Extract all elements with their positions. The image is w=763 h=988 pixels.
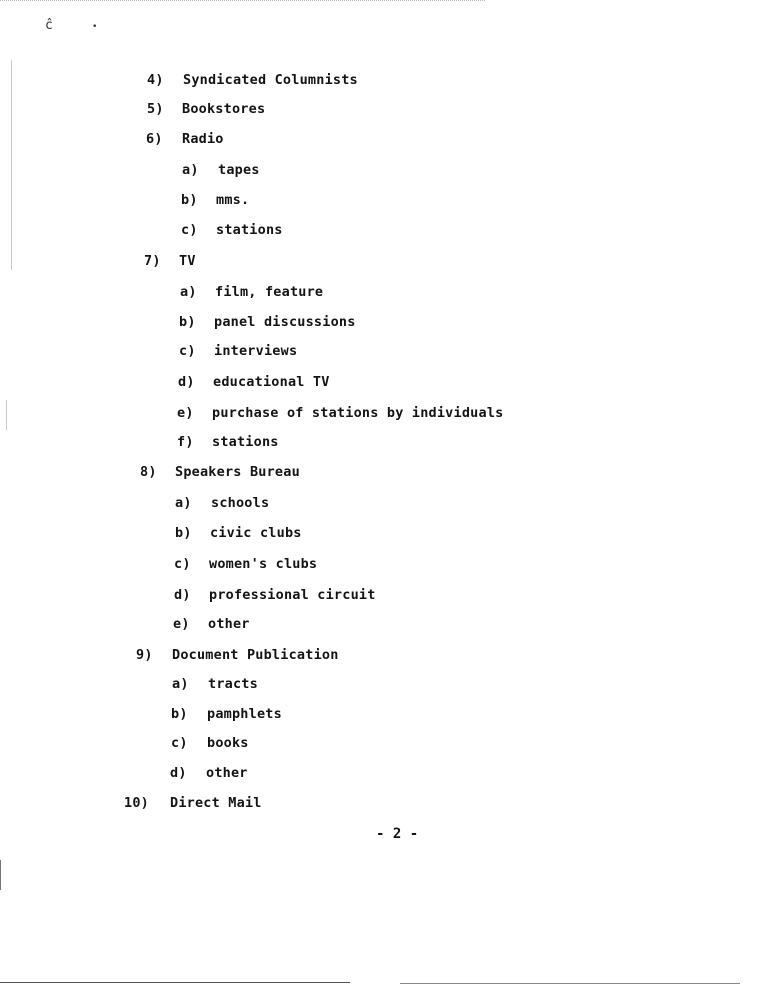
item-text: tracts [208, 676, 258, 692]
outline-subitem [171, 735, 249, 751]
item-text: professional circuit [209, 587, 376, 603]
outline-subitem [179, 314, 356, 330]
left-margin-artifact [0, 860, 1, 890]
item-text: civic clubs [210, 525, 302, 541]
item-text: Speakers Bureau [175, 464, 300, 480]
item-text: Bookstores [182, 101, 266, 117]
item-text: pamphlets [207, 706, 282, 722]
outline-subitem [179, 343, 298, 359]
left-margin-artifact [6, 400, 7, 430]
item-text: tapes [218, 162, 260, 178]
corner-dot: • [92, 22, 98, 32]
outline-subitem [177, 434, 279, 450]
item-letter: a) [180, 284, 197, 300]
outline-item [136, 647, 339, 663]
outline-subitem [175, 525, 302, 541]
bottom-rule [400, 983, 740, 984]
corner-mark: ĉ [45, 18, 53, 33]
item-letter: a) [172, 676, 189, 692]
item-text: other [208, 616, 250, 632]
item-text: TV [179, 253, 196, 269]
item-number: 5) [147, 101, 164, 117]
outline-item [146, 131, 224, 147]
outline-item [147, 72, 358, 88]
item-letter: b) [181, 192, 198, 208]
outline-subitem [172, 676, 258, 692]
outline-subitem [170, 765, 248, 781]
item-text: stations [212, 434, 279, 450]
outline-item [147, 101, 266, 117]
item-letter: c) [181, 222, 198, 238]
item-letter: c) [174, 556, 191, 572]
item-number: 7) [144, 253, 161, 269]
outline-subitem [173, 616, 250, 632]
item-text: women's clubs [209, 556, 318, 572]
outline-subitem [181, 192, 250, 208]
item-letter: c) [179, 343, 196, 359]
left-margin-artifact [11, 60, 12, 270]
outline-subitem [175, 495, 270, 511]
item-number: 9) [136, 647, 153, 663]
item-number: 6) [146, 131, 163, 147]
item-letter: b) [179, 314, 196, 330]
outline-subitem [174, 587, 376, 603]
item-number: 4) [147, 72, 164, 88]
item-letter: c) [171, 735, 188, 751]
item-text: Syndicated Columnists [183, 72, 358, 88]
item-letter: d) [170, 765, 187, 781]
item-letter: b) [171, 706, 188, 722]
outline-subitem [178, 374, 330, 390]
item-letter: a) [182, 162, 199, 178]
item-text: Direct Mail [170, 795, 262, 811]
outline-subitem [171, 706, 282, 722]
top-dotted-rule [0, 0, 485, 1]
item-text: educational TV [213, 374, 330, 390]
item-text: stations [216, 222, 283, 238]
bottom-rule [0, 982, 350, 983]
outline-item [140, 464, 300, 480]
item-text: purchase of stations by individuals [212, 405, 504, 421]
item-number: 8) [140, 464, 157, 480]
item-letter: b) [175, 525, 192, 541]
item-number: 10) [124, 795, 149, 811]
item-text: other [206, 765, 248, 781]
outline-subitem [180, 284, 324, 300]
outline-item [124, 795, 262, 811]
page-number: - 2 - [376, 826, 419, 842]
item-text: Document Publication [172, 647, 339, 663]
item-text: schools [211, 495, 270, 511]
item-text: books [207, 735, 249, 751]
item-letter: f) [177, 434, 194, 450]
item-letter: d) [178, 374, 195, 390]
outline-subitem [182, 162, 260, 178]
outline-subitem [181, 222, 283, 238]
item-letter: e) [173, 616, 190, 632]
outline-subitem [177, 405, 504, 421]
item-letter: d) [174, 587, 191, 603]
item-text: interviews [214, 343, 298, 359]
outline-subitem [174, 556, 318, 572]
item-text: film, feature [215, 284, 324, 300]
item-letter: e) [177, 405, 194, 421]
item-text: mms. [216, 192, 250, 208]
outline-item [144, 253, 196, 269]
item-letter: a) [175, 495, 192, 511]
item-text: panel discussions [214, 314, 356, 330]
item-text: Radio [182, 131, 224, 147]
